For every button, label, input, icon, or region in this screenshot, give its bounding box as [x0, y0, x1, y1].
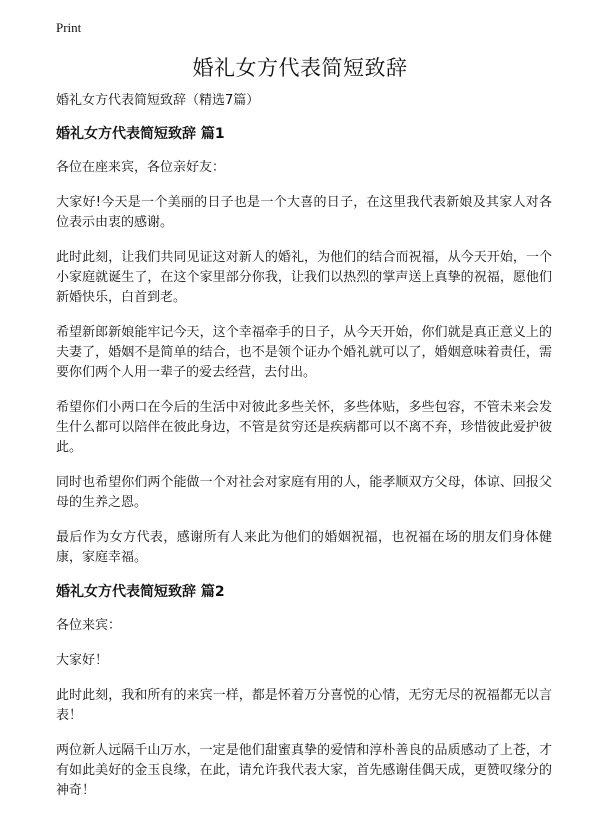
paragraph: 各位在座来宾，各位亲好友： — [56, 160, 226, 175]
paragraph: 大家好!今天是一个美丽的日子也是一个大喜的日子，在这里我代表新娘及其家人对各位表示由衷的感谢。 — [56, 195, 552, 230]
paragraph: 希望新郎新娘能牢记今天，这个幸福牵手的日子，从今天开始，你们就是真正意义上的夫妻了，婚姻不是简单的结合，也不是领个证办个婚礼就可以了，婚姻意味着责任，需要你们两个人用一辈子的爱去经营，去付出。 — [56, 325, 552, 380]
document-subtitle: 婚礼女方代表简短致辞（精选7篇） — [56, 93, 260, 108]
paragraph: 两位新人远隔千山万水，一定是他们甜蜜真挚的爱情和淳朴善良的品质感动了上苍，才有如此美好的金玉良缘，在此，请允许我代表大家，首先感谢佳偶天成，更赞叹缘分的神奇！ — [56, 743, 552, 798]
paragraph: 各位来宾： — [56, 618, 122, 633]
print-link[interactable]: Print — [56, 20, 82, 35]
paragraph: 同时也希望你们两个能做一个对社会对家庭有用的人，能孝顺双方父母，体谅、回报父母的生养之恩。 — [56, 475, 552, 510]
section-heading: 婚礼女方代表简短致辞 篇2 — [56, 584, 225, 600]
paragraph: 此时此刻，让我们共同见证这对新人的婚礼，为他们的结合而祝福，从今天开始，一个小家庭就诞生了，在这个家里部分你我，让我们以热烈的掌声送上真挚的祝福，愿他们新婚快乐，白首到老。 — [56, 250, 552, 305]
paragraph: 希望你们小两口在今后的生活中对彼此多些关怀，多些体贴，多些包容，不管未来会发生什么都可以陪伴在彼此身边，不管是贫穷还是疾病都可以不离不弃，珍惜彼此爱护彼此。 — [56, 400, 552, 455]
page-title: 婚礼女方代表简短致辞 — [192, 56, 408, 80]
paragraph: 最后作为女方代表，感谢所有人来此为他们的婚姻祝福，也祝福在场的朋友们身体健康，家庭幸福。 — [56, 530, 552, 565]
section-1 — [56, 125, 552, 568]
section-2 — [56, 583, 552, 801]
section-heading: 婚礼女方代表简短致辞 篇1 — [56, 126, 225, 142]
document-body — [56, 92, 552, 816]
paragraph: 大家好！ — [56, 653, 109, 668]
paragraph: 此时此刻，我和所有的来宾一样，都是怀着万分喜悦的心情，无穷无尽的祝福都无以言表！ — [56, 688, 552, 723]
